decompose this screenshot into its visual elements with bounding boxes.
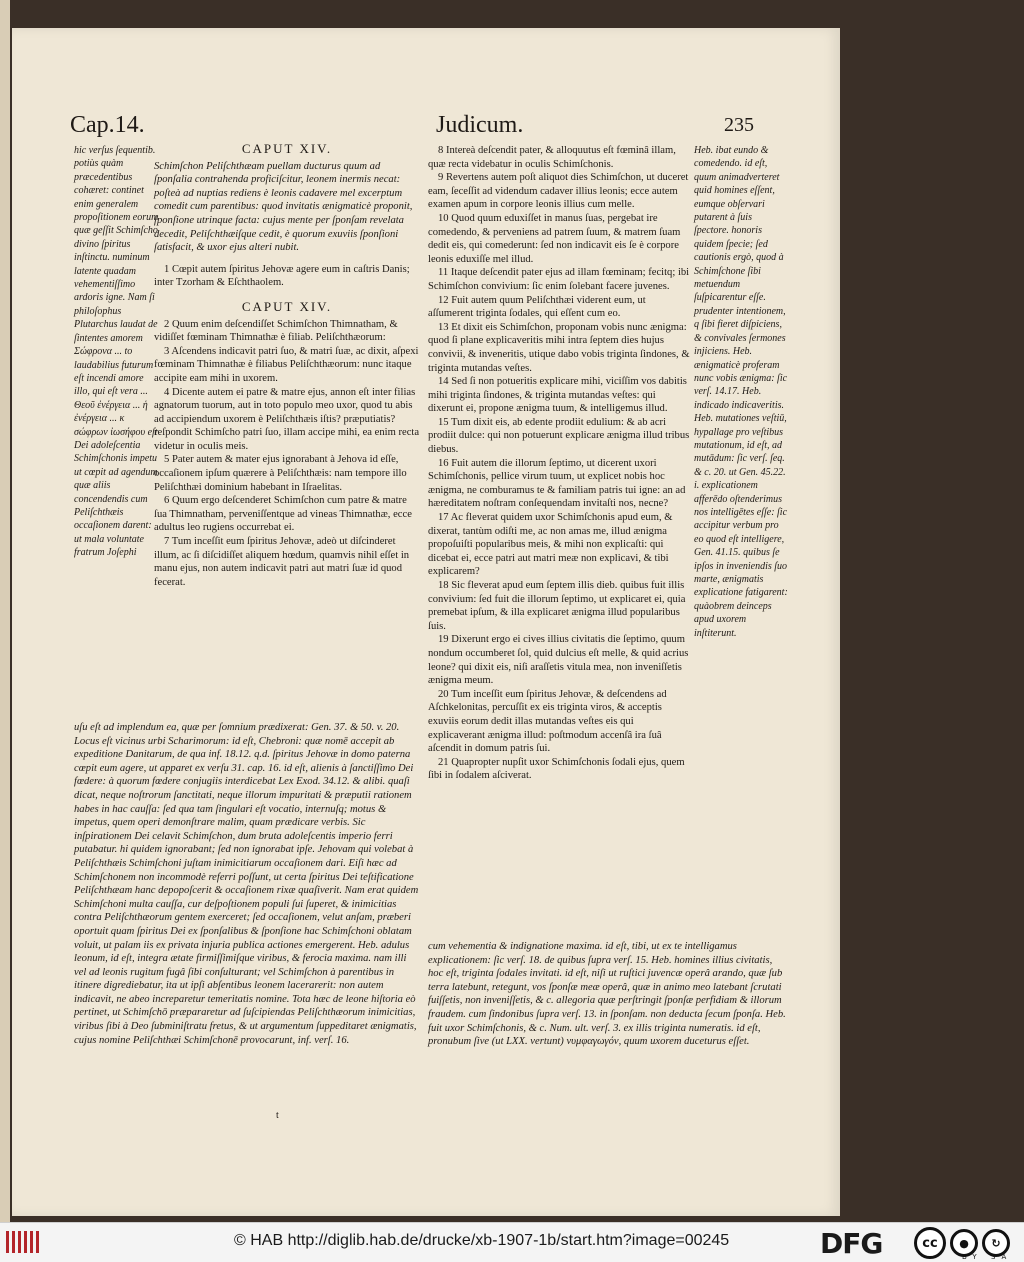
right-margin-notes xyxy=(694,144,788,640)
verse: 19 Dixerunt ergo ei cives illius civitatis die ſeptimo, quum nondum occumberet ſol, quid dulcius eſt melle, & quid acrius leone? qui dixit eis, niſi araſſetis vitula mea, non inveniſſetis ænigma meum. xyxy=(428,634,689,687)
cc-icon: cc xyxy=(914,1227,946,1259)
right-main-column xyxy=(428,144,690,783)
chapter-argument: Schimſchon Peliſchthæam puellam ducturus quum ad ſponſalia contrahenda proficiſcitur, leonem inermis necat: poſteà ad nuptias rediens è leonis cadavere mel excerptum comedit cum parentibus: quod invitatis ænigmaticè proponit, ſponſione utrinque facta: cujus mente per ſponſam revelata decedit, Peliſchthæiſque cedit, è quorum exuviis ſponſioni ſatisfacit, & uxor ejus alteri nubit. xyxy=(154,160,413,254)
verse: 15 Tum dixit eis, ab edente prodiit edulium: & ab acri prodiit dulce: qui non potuerunt explicare ænigma illud tribus diebus. xyxy=(428,416,690,456)
right-margin-notes-text: Heb. ibat eundo & comedendo. id eſt, quum animadverteret quid homines eſſent, eumque obſervari putarent à ſuis ſpectore. honoris quidem ſpecie; ſed cautionis ergò, quod à Schimſchone ſibi metuendum ſuſpicarentur eſſe. prudenter intentionem, q ſibi fieret diſpiciens, & convivales ſermones injiciens. Heb. ænigmaticè proferam nunc vobis ænigma: ſic verſ. 14.17. Heb. indicado indicaveritis. Heb. mutationes veſtiū, hypallage pro veſtibus mutationum, id eſt, ad mutādum: ſic verſ. ſeq. & c. 20. ut Gen. 45.22. i. explicationem afferēdo oſtenderimus nos intelligētes eſſe: ſic accipitur verbum pro eo quod eſt intelligere, Gen. 41.15. quibus ſe ipſos in inveniendis ſuo marte, ænigmatis explicatione fatigarent: quàobrem deinceps apud uxorem inſtiterunt. xyxy=(694,145,788,639)
verse: 3 Aſcendens indicavit patri ſuo, & matri ſuæ, ac dixit, aſpexi fœminam Thimnathæ è filiabus Peliſchthæorum: nunc itaque accipite eam mihi in uxorem. xyxy=(154,345,419,384)
verse: 17 Ac fleverat quidem uxor Schimſchonis apud eum, & dixerat, tantùm odiſti me, ac non amas me, illud ænigma propoſuiſti popularibus meis, & mihi non explicaſti: qui dicebat ei, ecce patri aut matri meæ non explicavi, & tibi explicarem? xyxy=(428,512,673,578)
viewer-footer xyxy=(0,1222,1024,1262)
verse-1: 1 Cœpit autem ſpiritus Jehovæ agere eum in caſtris Danis; inter Tzorham & Eſchthaolem. xyxy=(154,263,410,289)
footnotes-left xyxy=(74,721,420,1047)
sa-label: SA xyxy=(990,1253,1013,1261)
verse: 2 Quum enim deſcendiſſet Schimſchon Thimnatham, & vidiſſet fœminam Thimnathæ è filiab. Peliſchthæorum: xyxy=(154,318,398,344)
running-head-center: Judicum. xyxy=(436,112,524,138)
signature-mark: t xyxy=(276,1110,279,1121)
verse: 21 Quapropter nupſit uxor Schimſchonis ſodali ejus, quem ſibi in ſodalem aſciverat. xyxy=(428,756,685,782)
verse: 11 Itaque deſcendit pater ejus ad illam fœminam; fecitq; ibi Schimſchon convivium: ſic enim ſolebant facere juvenes. xyxy=(428,267,690,292)
verse: 20 Tum inceſſit eum ſpiritus Jehovæ, & deſcendens ad Aſchkelonitas, percuſſit ex eis triginta viros, & acceptis exuviis eorum dedit illas mutandas veſtes eis qui explicaverant ænigma illud: poſtmodum accenſâ ira ſuâ aſcendit in domum patris ſui. xyxy=(428,688,667,755)
verse: 7 Tum inceſſit eum ſpiritus Jehovæ, adeò ut diſcinderet illum, ac ſi diſcidiſſet aliquem hœdum, quamvis nihil eſſet in manu ejus, non autem indicavit patri aut matri ſuæ id quod fecerat. xyxy=(154,536,410,588)
source-link[interactable]: © HAB http://diglib.hab.de/drucke/xb-1907-1b/start.htm?image=00245 xyxy=(234,1232,730,1249)
by-label: BY xyxy=(962,1253,983,1261)
verse: 16 Fuit autem die illorum ſeptimo, ut dicerent uxori Schimſchonis, pellice virum tuum, ut explicet nobis hoc ænigma, ne comburamus te & familiam patris tui igne: an ad hæreditatem noſtram conſequendam invitaſti nos, necne? xyxy=(428,457,686,510)
chapter-heading-1: CAPUT XIV. xyxy=(241,141,333,156)
footnotes-right xyxy=(428,940,790,1049)
verse: 9 Revertens autem poſt aliquot dies Schimſchon, ut duceret eam, ſeceſſit ad videndum cadaver illius leonis; ecce autem examen apum in corpore leonis illius cum melle. xyxy=(428,172,689,211)
barcode-icon xyxy=(6,1231,39,1253)
footnotes-left-text: uſu eſt ad implendum ea, quæ per ſomnium prædixerat: Gen. 37. & 50. v. 20. Locus eſt vicinus urbi Scharimorum: id eſt, Chebroni: quæ nomē accepit ab expeditione Danitarum, de qua inf. 18.12. q.d. ſpiritus Jehovæ in domo paterna cœpit eum agere, ut apparet ex verſu 31. cap. 16. id eſt, alienis à ſanctiſſimo Dei fœdere: à quorum fœdere conjugiis interdicebat Lex Exod. 34.12. & alibi. quaſi dicat, neque noſtrorum ſanctitati, neque illorum impuritati & præputii rationem habes in hac cauſſa: ſed qua tam ſingulari eſt vocatio, internuſq; motus & impetus, quem operi demonſtrare malim, quam prædicare verbis. Sic inſpirationem Dei celavit Schimſchon, dum bruta adoleſcentis imperio ferri putabatur. hi quidem ignorabant; ſed non ignorabat ipſe. Jehovam qui volebat à Peliſchthæis Schimſchoni juſtam inimicitiarum occaſionem dari. Eiſi hæc ad Schimſchonem non incommodè referri poſſunt, ut certa ſpiritus Dei teſtificatione Peliſchthæam hanc depopoſcerit & occaſionem rixæ quaſiverit. Nam erat quidem Schimſchoni multa cauſſa, cur deſpoſtionem populi ſui ſuperet, & inimicitias contra Peliſchthæorum gentem exerceret; ſed occaſionem, velut anſam, præberi oportuit quam ſpiritus Dei ex ſponſalibus & ſponſione hac Schimſchoni oblatam voluit, ut palam iis ex privata injuria publica actiones emergerent. Heb. adulus leonum, id eſt, integra ætate firmiſſimiſque viribus, & ferocia maxima. nam illi vel ad leonis rugitum fugâ ſibi conſulturant; vel Schimſchon à parentibus in itinere digrediebatur, ita ut ipſi abſentibus leonem lacerarerit: non autem indicavit, ne abeo increparetur temeritatis nomine. Tota hæc de leone hiſtoria eò pertinet, ut Schimſchō præpararetur ad ſuſcipiendas Peliſchthæorum inimicitias, viribus ſibi à Deo ſubminiſtratu fretus, & ut argumentum ſuppeditaret ænigmatis, cujus nomine Peliſchthæi Schimſchonē provocarunt, inf. verſ. 16. xyxy=(74,722,419,1046)
verse: 12 Fuit autem quum Peliſchthæi viderent eum, ut aſſumerent triginta ſodales, qui eſſent cum eo. xyxy=(428,294,646,320)
left-margin-notes xyxy=(74,144,160,560)
verse: 18 Sic fleverat apud eum ſeptem illis dieb. quibus fuit illis convivium: ſed fuit die illorum ſeptimo, ut explicaret ei, quia premebat ipſum, & illa explicaret ænigma illud popularibus ſuis. xyxy=(428,580,686,632)
left-main-column xyxy=(154,140,420,589)
verse: 5 Pater autem & mater ejus ignorabant à Jehova id eſſe, occaſionem ipſum quærere à Peliſchthæis: nam tempore illo Peliſchthæi dominium habebant in Iſraelitas. xyxy=(154,454,407,493)
verse: 8 Intereà deſcendit pater, & alloquutus eſt fœminâ illam, quæ recta videbatur in oculis Schimſchonis. xyxy=(428,145,676,170)
running-head-left: Cap.14. xyxy=(70,112,145,138)
verse: 13 Et dixit eis Schimſchon, proponam vobis nunc ænigma: quod ſi plane explicaveritis mihi intra ſeptem dies hujus convivii, & inveneritis, utique dabo vobis triginta ſindones, & triginta mutandas veſtes. xyxy=(428,321,690,374)
license-labels xyxy=(962,1253,1012,1261)
by-icon: ● xyxy=(950,1229,978,1257)
facing-page-edge xyxy=(0,0,10,1222)
verse: 10 Quod quum eduxiſſet in manus ſuas, pergebat ire comedendo, & perveniens ad patrem ſuum, & matrem ſuam dedit eis, qui comederunt: ſed non indicavit eis ſe è corpore leonis eduxiſſe mel illud. xyxy=(428,212,681,265)
verse: 6 Quum ergo deſcenderet Schimſchon cum patre & matre ſua Thimnatham, perveniſſentque ad vineas Thimnathæ, ecce adultus leo rugiens occurrebat ei. xyxy=(154,495,412,534)
footnotes-right-text: cum vehementia & indignatione maxima. id eſt, tibi, ut ex te intelligamus explicationem: ſic verſ. 18. de quibus ſupra verſ. 15. Heb. homines illius civitatis, hoc eſt, triginta ſodales invitati. id eſt, niſi ut ruſtici juvencæ operâ arando, quæ ſub terra latebunt, retegunt, vos ſponſæ meæ operâ, quæ in animo meo latebant ſcrutati fuiſſetis, non inveniſſetis, & c. allegoria quæ perſtringit ſponſæ perfidiam & illorum fraudem. cum ſindonibus ſupra verſ. 13. in ſponſam. non deducta ſecum ſponſa. Heb. fuit uxor Schimſchonis, & c. Num. ult. verſ. 3. ex illis triginta numeratis. id eſt, pronubum ſive (ut LXX. vertunt) νυμφαγωγόν, quum uxorem duceturus eſſet. xyxy=(428,941,786,1048)
verse: 14 Sed ſi non potueritis explicare mihi, viciſſim vos dabitis mihi triginta ſindones, & triginta mutandas veſtes: qui dixerunt ei, propone ænigma tuum, & intelligemus illud. xyxy=(428,376,687,415)
page-number: 235 xyxy=(724,114,754,136)
sa-icon: ↻ xyxy=(982,1229,1010,1257)
book-page xyxy=(12,28,840,1216)
chapter-heading-2: CAPUT XIV. xyxy=(241,298,333,314)
verse: 4 Dicente autem ei patre & matre ejus, annon eſt inter filias agnatorum tuorum, aut in toto populo meo uxor, quod tu abis ad accipiendum uxorem è Peliſchthæis iſtis? præputiatis? reſpondit Schimſcho patri ſuo, illam accipe mihi, ea enim recta videtur in oculis meis. xyxy=(154,386,420,452)
dfg-logo: DFG xyxy=(820,1227,883,1260)
left-margin-notes-text: hic verſus ſequentib. potiùs quàm præcedentibus cohæret: continet enim generalem propoſitionem eorum quæ geſſit Schimſcho divino ſpiritus inſtinctu. numinum latente quadam vehementiſſimo ardoris igne. Nam ſi philoſophus Plutarchus laudat de ſintentes amorem Σώφρονα ... to laudabilius futurum eſt incendi amore illo, qui eſt vera ... Θεοῦ ἐνέργεια ... ἡ ἐνέργεια ... κ σώφρων ἰωσήφου eſt Dei adoleſcentia Schimſchonis impetu ut cœpit ad agendum quæ aliis concendendis cum Peliſchthæis occaſionem darent: ut mala voluntate fratrum Joſephi xyxy=(74,145,159,559)
